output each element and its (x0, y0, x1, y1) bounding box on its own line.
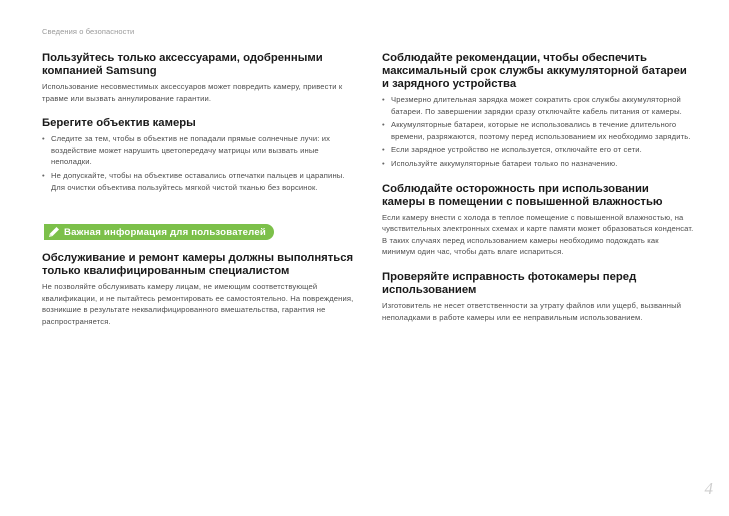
section-check-camera (382, 271, 694, 323)
section-body: Изготовитель не несет ответственности за утрату файлов или ущерб, вызванный неполадками в работе камеры или ее неправильным использованием. (382, 300, 682, 322)
important-info-banner (44, 224, 274, 240)
section-title: Соблюдайте осторожность при использовании камеры в помещении с повышенной влажностью (382, 182, 663, 208)
list-item: • Аккумуляторные батареи, которые не использовались в течение длительного времени, разряжаются, поэтому перед использованием их необходимо зарядить. (382, 119, 694, 142)
section-battery (382, 52, 694, 170)
section-title: Соблюдайте рекомендации, чтобы обеспечить максимальный срок службы аккумуляторной батареи и зарядного устройства (382, 52, 687, 90)
section-body: Использование несовместимых аксессуаров может повредить камеру, привести к травме или вызвать аннулирование гарантии. (42, 82, 343, 103)
section-body: Если камеру внести с холода в теплое помещение с повышенной влажностью, на чувствительных электронных схемах и карте памяти может образоваться конденсат. В таких случаях перед использованием камеры необходимо подождать как минимум один час, чтобы дать влаге испариться. (382, 212, 694, 257)
bullet-list (42, 133, 354, 193)
section-title: Берегите объектив камеры (42, 117, 196, 130)
list-item: • Не допускайте, чтобы на объективе оставались отпечатки пальцев и царапины. Для очистки объектива пользуйтесь мягкой чистой тканью без ворсинок. (42, 170, 354, 193)
list-item: • Используйте аккумуляторные батареи только по назначению. (382, 158, 694, 170)
banner-label: Важная информация для пользователей (64, 226, 266, 238)
pencil-icon (44, 224, 64, 240)
section-accessories (42, 52, 354, 104)
left-column (42, 52, 354, 341)
section-humidity (382, 183, 694, 258)
list-item: • Следите за тем, чтобы в объектив не попадали прямые солнечные лучи: их воздействие может нарушить цветопередачу матрицы или вызвать иные неполадки. (42, 133, 354, 168)
section-title: Проверяйте исправность фотокамеры перед использованием (382, 270, 637, 296)
bullet-list (382, 94, 694, 170)
list-item: • Чрезмерно длительная зарядка может сократить срок службы аккумуляторной батареи. По завершении зарядки сразу отключайте кабель питания от камеры. (382, 94, 694, 117)
section-lens (42, 117, 354, 193)
right-column (382, 52, 694, 336)
section-title: Обслуживание и ремонт камеры должны выполняться только квалифицированным специалистом (42, 252, 354, 278)
breadcrumb: Сведения о безопасности (42, 27, 135, 36)
list-item: • Если зарядное устройство не используется, отключайте его от сети. (382, 144, 694, 156)
section-body: Не позволяйте обслуживать камеру лицам, не имеющим соответствующей квалификации, и не пытайтесь ремонтировать ее самостоятельно. На повреждения, возникшие в результате неквалифицированного вмешательства, гарантия не распространяется. (42, 282, 354, 326)
section-service (42, 252, 354, 327)
section-title: Пользуйтесь только аксессуарами, одобренными компанией Samsung (42, 52, 323, 77)
page-number: 4 (704, 479, 713, 498)
